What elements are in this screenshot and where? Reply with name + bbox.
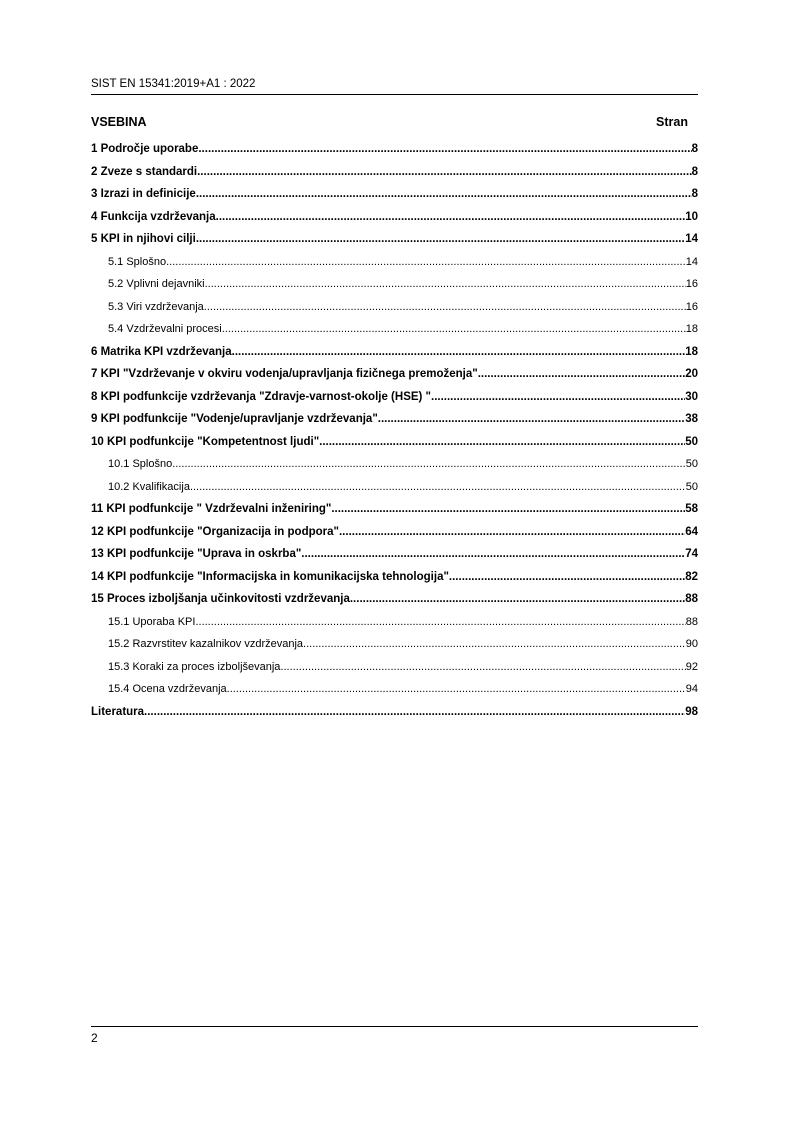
- page-footer: [91, 1026, 698, 1045]
- toc-entry[interactable]: [91, 498, 698, 521]
- document-id: SIST EN 15341:2019+A1 : 2022: [91, 78, 256, 90]
- toc-entry-page: 88: [685, 615, 698, 628]
- dot-leader: [339, 521, 685, 544]
- toc-entry[interactable]: [91, 206, 698, 229]
- dot-leader: [196, 228, 685, 251]
- toc-subentry[interactable]: [91, 678, 698, 701]
- toc-subentry[interactable]: [91, 296, 698, 319]
- toc-entry-title: 4 Funkcija vzdrževanja: [91, 210, 216, 223]
- dot-leader: [166, 251, 686, 274]
- dot-leader: [198, 138, 691, 161]
- toc-subentry[interactable]: [91, 251, 698, 274]
- toc-entry-title: 15.1 Uporaba KPI: [108, 615, 196, 628]
- toc-entry[interactable]: [91, 138, 698, 161]
- toc-entry-title: 7 KPI "Vzdrževanje v okviru vodenja/upravljanja fizičnega premoženja": [91, 368, 478, 380]
- toc-entry-page: 82: [685, 570, 698, 583]
- toc-entry-title: 2 Zveze s standardi: [91, 165, 198, 178]
- toc-entry-title: 1 Področje uporabe: [91, 143, 199, 155]
- toc-entry-page: 50: [685, 435, 698, 448]
- toc-subentry[interactable]: [91, 273, 698, 296]
- toc-entry-title: 5 KPI in njihovi cilji: [91, 233, 196, 245]
- toc-entry-title: 15 Proces izboljšanja učinkovitosti vzdrževanja: [91, 593, 350, 605]
- toc-entry[interactable]: [91, 521, 698, 544]
- toc-entry-page: 50: [685, 480, 698, 493]
- toc-entry-page: 18: [685, 323, 698, 335]
- dot-leader: [431, 386, 685, 409]
- toc-entry-page: 8: [691, 143, 698, 155]
- toc-entry[interactable]: [91, 701, 698, 724]
- toc-entry[interactable]: [91, 543, 698, 566]
- toc-entry-page: 50: [685, 458, 698, 470]
- toc-entry-title: 11 KPI podfunkcije " Vzdrževalni inženiring": [91, 503, 332, 515]
- toc-entry-page: 20: [685, 368, 698, 380]
- toc-entry-title: 3 Izrazi in definicije: [91, 188, 196, 200]
- toc-entry-title: 5.3 Viri vzdrževanja: [108, 300, 204, 313]
- page-number: 2: [91, 1031, 98, 1045]
- toc-entry-title: 14 KPI podfunkcije "Informacijska in komunikacijska tehnologija": [91, 570, 449, 583]
- toc-entry[interactable]: [91, 431, 698, 454]
- dot-leader: [478, 363, 686, 386]
- toc-entry-page: 58: [685, 503, 698, 515]
- toc-subentry[interactable]: [91, 453, 698, 476]
- toc-entry-page: 18: [685, 345, 698, 358]
- toc-subentry[interactable]: [91, 611, 698, 634]
- toc-entry[interactable]: [91, 588, 698, 611]
- toc-entry[interactable]: [91, 386, 698, 409]
- dot-leader: [204, 296, 686, 319]
- toc-entry-title: 10.1 Splošno: [108, 458, 173, 470]
- toc-entry-page: 98: [685, 705, 698, 718]
- dot-leader: [301, 543, 685, 566]
- dot-leader: [232, 341, 686, 364]
- dot-leader: [195, 611, 685, 634]
- toc-entry-title: 10.2 Kvalifikacija: [108, 480, 190, 493]
- dot-leader: [378, 408, 685, 431]
- toc-entry[interactable]: [91, 228, 698, 251]
- toc-entry-title: 15.4 Ocena vzdrževanja: [108, 683, 227, 695]
- dot-leader: [303, 633, 686, 656]
- dot-leader: [227, 678, 686, 701]
- toc-entry-page: 90: [685, 638, 698, 650]
- toc-entry-page: 14: [685, 233, 698, 245]
- dot-leader: [172, 453, 686, 476]
- toc-entry[interactable]: [91, 566, 698, 589]
- toc-page-column-heading: Stran: [656, 115, 688, 129]
- toc-entry[interactable]: [91, 363, 698, 386]
- dot-leader: [196, 183, 692, 206]
- toc-entry[interactable]: [91, 183, 698, 206]
- toc-entry-title: 10 KPI podfunkcije "Kompetentnost ljudi": [91, 435, 320, 448]
- dot-leader: [205, 273, 686, 296]
- toc-entry-title: Literatura: [91, 705, 145, 718]
- dot-leader: [144, 701, 685, 724]
- toc-entry[interactable]: [91, 161, 698, 184]
- dot-leader: [280, 656, 685, 679]
- toc-entry-page: 94: [685, 683, 698, 695]
- toc-entry-title: 15.3 Koraki za proces izboljševanja: [108, 660, 281, 673]
- toc-entry-title: 5.2 Vplivni dejavniki: [108, 278, 205, 290]
- toc-entry-title: 5.4 Vzdrževalni procesi: [108, 323, 222, 335]
- toc-entry-title: 15.2 Razvrstitev kazalnikov vzdrževanja: [108, 638, 304, 650]
- toc-subentry[interactable]: [91, 476, 698, 499]
- toc-entry-page: 16: [685, 278, 698, 290]
- dot-leader: [350, 588, 685, 611]
- table-of-contents: [91, 138, 698, 723]
- toc-entry-page: 10: [685, 210, 698, 223]
- toc-subentry[interactable]: [91, 656, 698, 679]
- dot-leader: [331, 498, 685, 521]
- toc-subentry[interactable]: [91, 318, 698, 341]
- dot-leader: [216, 206, 686, 229]
- toc-entry-title: 9 KPI podfunkcije "Vodenje/upravljanje vzdrževanja": [91, 413, 378, 425]
- toc-entry-title: 6 Matrika KPI vzdrževanja: [91, 345, 232, 358]
- toc-entry-page: 16: [685, 300, 698, 313]
- toc-entry[interactable]: [91, 341, 698, 364]
- toc-entry-title: 12 KPI podfunkcije "Organizacija in podpora": [91, 525, 339, 538]
- page-header: [91, 77, 698, 95]
- toc-entry-title: 8 KPI podfunkcije vzdrževanja "Zdravje-varnost-okolje (HSE) ": [91, 390, 432, 403]
- toc-entry-page: 8: [691, 188, 698, 200]
- dot-leader: [319, 431, 685, 454]
- toc-title: VSEBINA: [91, 115, 147, 129]
- toc-entry-page: 30: [685, 390, 698, 403]
- toc-entry-page: 38: [685, 413, 698, 425]
- toc-entry-title: 5.1 Splošno: [108, 255, 167, 268]
- toc-subentry[interactable]: [91, 633, 698, 656]
- toc-heading-row: [91, 115, 688, 129]
- toc-entry-page: 88: [685, 593, 698, 605]
- dot-leader: [449, 566, 685, 589]
- toc-entry-page: 74: [685, 548, 698, 560]
- toc-entry-title: 13 KPI podfunkcije "Uprava in oskrba": [91, 548, 302, 560]
- dot-leader: [197, 161, 691, 184]
- toc-entry-page: 64: [685, 525, 698, 538]
- toc-entry-page: 92: [685, 660, 698, 673]
- toc-entry[interactable]: [91, 408, 698, 431]
- toc-entry-page: 14: [685, 255, 698, 268]
- dot-leader: [190, 476, 686, 499]
- toc-entry-page: 8: [691, 165, 698, 178]
- dot-leader: [222, 318, 686, 341]
